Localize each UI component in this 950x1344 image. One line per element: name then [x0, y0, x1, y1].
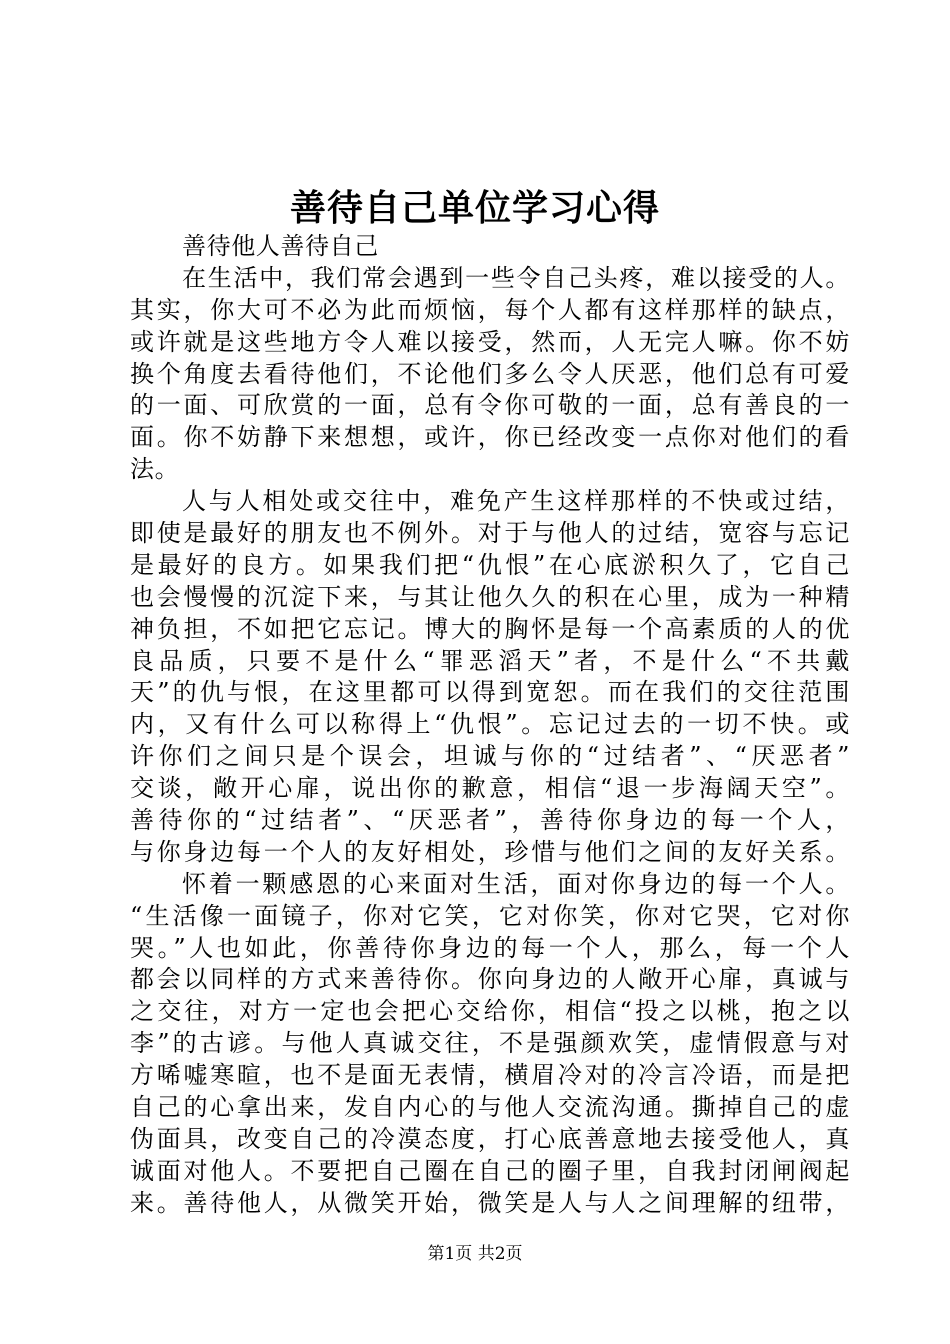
- text-line: 与你身边每一个人的友好相处，珍惜与他们之间的友好关系。: [130, 837, 850, 866]
- text-line: 内，又有什么可以称得上“仇恨”。忘记过去的一切不快。或: [130, 710, 850, 739]
- text-line: 方唏嘘寒暄，也不是面无表情，横眉冷对的冷言冷语，而是把: [130, 1061, 850, 1090]
- text-line: 天”的仇与恨，在这里都可以得到宽恕。而在我们的交往范围: [130, 678, 850, 707]
- text-line: 诚面对他人。不要把自己圈在自己的圈子里，自我封闭闸阀起: [130, 1156, 850, 1185]
- text-line: 善待他人善待自己: [182, 232, 379, 260]
- page-number: 第1页 共2页: [427, 1244, 523, 1264]
- text-line: 交谈，敞开心扉，说出你的歉意，相信“退一步海阔天空”。: [130, 774, 850, 803]
- text-line: 其实，你大可不必为此而烦恼，每个人都有这样那样的缺点，: [130, 295, 850, 324]
- text-line: 换个角度去看待他们，不论他们多么令人厌恶，他们总有可爱: [130, 359, 850, 388]
- text-line: 是最好的良方。如果我们把“仇恨”在心底淤积久了，它自己: [130, 550, 850, 579]
- text-line: “生活像一面镜子，你对它笑，它对你笑，你对它哭，它对你: [130, 901, 850, 930]
- text-line: 法。: [130, 455, 180, 484]
- text-line: 许你们之间只是个误会，坦诚与你的“过结者”、“厌恶者”: [130, 742, 850, 771]
- text-line: 人与人相处或交往中，难免产生这样那样的不快或过结，: [182, 487, 850, 516]
- text-line: 的一面、可欣赏的一面，总有令你可敬的一面，总有善良的一: [130, 391, 850, 420]
- text-line: 也会慢慢的沉淀下来，与其让他久久的积在心里，成为一种精: [130, 582, 850, 611]
- text-line: 怀着一颗感恩的心来面对生活，面对你身边的每一个人。: [182, 869, 850, 898]
- text-line: 面。你不妨静下来想想，或许，你已经改变一点你对他们的看: [130, 423, 850, 452]
- text-line: 在生活中，我们常会遇到一些令自己头疼，难以接受的人。: [182, 263, 850, 292]
- document-body: [130, 231, 850, 1220]
- text-line: 即使是最好的朋友也不例外。对于与他人的过结，宽容与忘记: [130, 519, 850, 548]
- text-line: 伪面具，改变自己的冷漠态度，打心底善意地去接受他人，真: [130, 1124, 850, 1153]
- text-line: 来。善待他人，从微笑开始，微笑是人与人之间理解的纽带，: [130, 1188, 850, 1217]
- text-line: 哭。”人也如此，你善待你身边的每一个人，那么，每一个人: [130, 933, 850, 962]
- text-line: 善待你的“过结者”、“厌恶者”，善待你身边的每一个人，: [130, 806, 850, 835]
- text-line: 神负担，不如把它忘记。博大的胸怀是每一个高素质的人的优: [130, 614, 850, 643]
- text-line: 都会以同样的方式来善待你。你向身边的人敞开心扉，真诚与: [130, 965, 850, 994]
- text-line: 自己的心拿出来，发自内心的与他人交流沟通。撕掉自己的虚: [130, 1093, 850, 1122]
- text-line: 良品质，只要不是什么“罪恶滔天”者，不是什么“不共戴: [130, 646, 850, 675]
- text-line: 或许就是这些地方令人难以接受，然而，人无完人嘛。你不妨: [130, 327, 850, 356]
- text-line: 之交往，对方一定也会把心交给你，相信“投之以桃，抱之以: [130, 997, 850, 1026]
- text-line: 李”的古谚。与他人真诚交往，不是强颜欢笑，虚情假意与对: [130, 1029, 850, 1058]
- document-title: 善待自己单位学习心得: [289, 187, 660, 229]
